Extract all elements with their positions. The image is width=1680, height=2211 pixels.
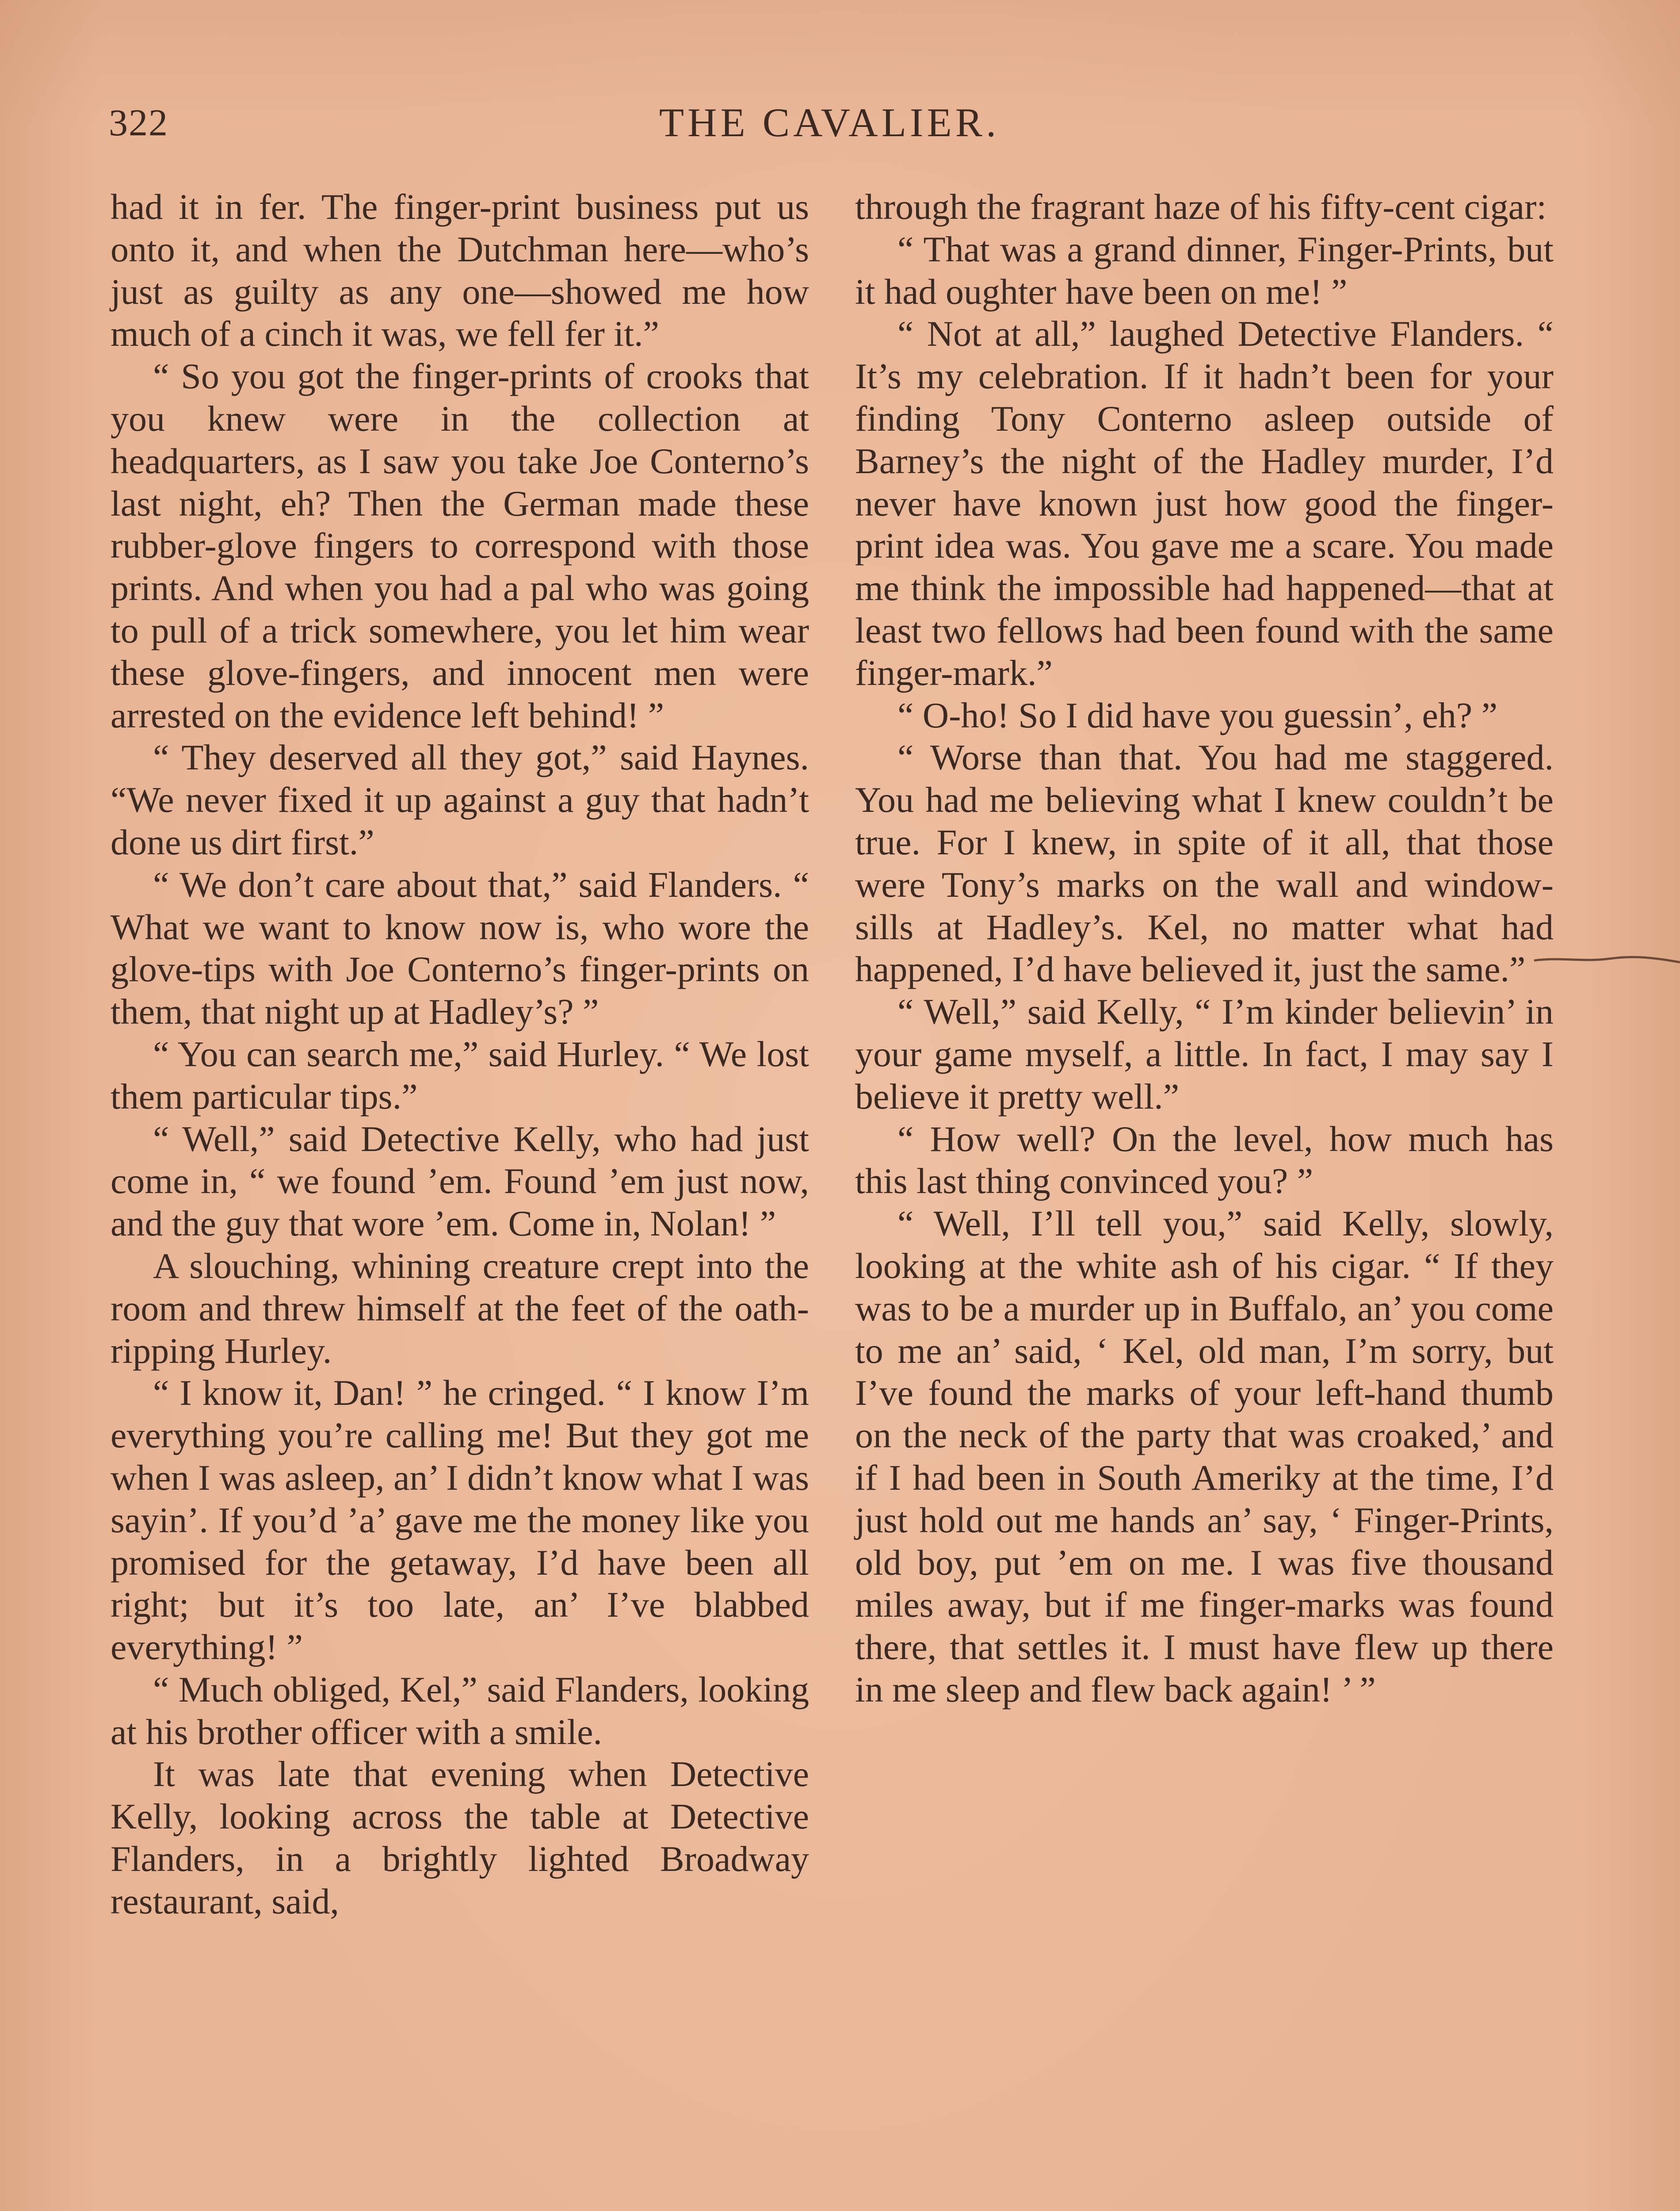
paragraph: “ O-ho! So I did have you guessin’, eh? ”: [897, 695, 1498, 735]
paragraph: It was late that evening when Detective Kelly, looking across the table at Detective Flanders, in a brightly lighted Broadway restaurant, said,: [111, 1754, 809, 1921]
paragraph: “ How well? On the level, how much has this last thing convinced you? ”: [855, 1118, 1554, 1201]
paragraph: “ That was a grand dinner, Finger-Prints, but it had oughter have been on me! ”: [855, 229, 1554, 312]
paragraph: “ Well, I’ll tell you,” said Kelly, slowly, looking at the white ash of his cigar. “ If they was to be a murder up in Buffalo, an’ you come to me an’ said, ‘ Kel, old man, I’m sorry, but I’ve found the marks of your left-hand thumb on the neck of the party that was croaked,’ and if I had been in South Ameriky at the time, I’d just hold out me hands an’ say, ‘ Finger-Prints, old boy, put ’em on me. I was five thousand miles away, but if me finger-marks was found there, that settles it. I must have flew up there in me sleep and flew back again! ’ ”: [855, 1203, 1554, 1710]
page-number: 322: [109, 101, 168, 144]
paragraph: through the fragrant haze of his fifty-cent cigar:: [855, 187, 1547, 227]
paragraph: “ Much obliged, Kel,” said Flanders, looking at his brother officer with a smile.: [111, 1669, 809, 1752]
paragraph: “ We don’t care about that,” said Flanders. “ What we want to know now is, who wore the glove-tips with Joe Conterno’s finger-prints on them, that night up at Hadley’s? ”: [111, 864, 809, 1032]
paragraph: “ You can search me,” said Hurley. “ We lost them particular tips.”: [111, 1033, 809, 1117]
left-column: [111, 186, 809, 1923]
journal-title: THE CAVALIER.: [659, 100, 1000, 145]
running-head: [109, 98, 1550, 147]
paragraph: “ Not at all,” laughed Detective Flanders. “ It’s my celebration. If it hadn’t been for your finding Tony Conterno asleep outside of Barney’s the night of the Hadley murder, I’d never have known just how good the finger-print idea was. You gave me a scare. You made me think the impossible had happened—that at least two fellows had been found with the same finger-mark.”: [855, 314, 1554, 693]
paragraph: “ So you got the finger-prints of crooks that you knew were in the collection at headquarters, as I saw you take Joe Conterno’s last night, eh? Then the German made these rubber-glove fingers to correspond with those prints. And when you had a pal who was going to pull of a trick somewhere, you let him wear these glove-fingers, and innocent men were arrested on the evidence left behind! ”: [111, 356, 809, 735]
paper-tear-mark: [1534, 951, 1680, 968]
paragraph: “ Worse than that. You had me staggered. You had me believing what I knew couldn’t be true. For I knew, in spite of it all, that those were Tony’s marks on the wall and window-sills at Hadley’s. Kel, no matter what had happened, I’d have believed it, just the same.”: [855, 737, 1554, 990]
paragraph: “ They deserved all they got,” said Haynes. “We never fixed it up against a guy that hadn’t done us dirt first.”: [111, 737, 809, 862]
paragraph: A slouching, whining creature crept into the room and threw himself at the feet of the oath-ripping Hurley.: [111, 1245, 809, 1371]
paragraph: “ Well,” said Kelly, “ I’m kinder believin’ in your game myself, a little. In fact, I may say I believe it pretty well.”: [855, 991, 1554, 1117]
right-column: [855, 186, 1554, 1711]
paragraph: “ I know it, Dan! ” he cringed. “ I know I’m everything you’re calling me! But they got me when I was asleep, an’ I didn’t know what I was sayin’. If you’d ’a’ gave me the money like you promised for the getaway, I’d have been all right; but it’s too late, an’ I’ve blabbed everything! ”: [111, 1373, 809, 1668]
paragraph: had it in fer. The finger-print business put us onto it, and when the Dutchman here—who’s just as guilty as any one—showed me how much of a cinch it was, we fell fer it.”: [111, 187, 809, 354]
paragraph: “ Well,” said Detective Kelly, who had just come in, “ we found ’em. Found ’em just now, and the guy that wore ’em. Come in, Nolan! ”: [111, 1118, 809, 1244]
